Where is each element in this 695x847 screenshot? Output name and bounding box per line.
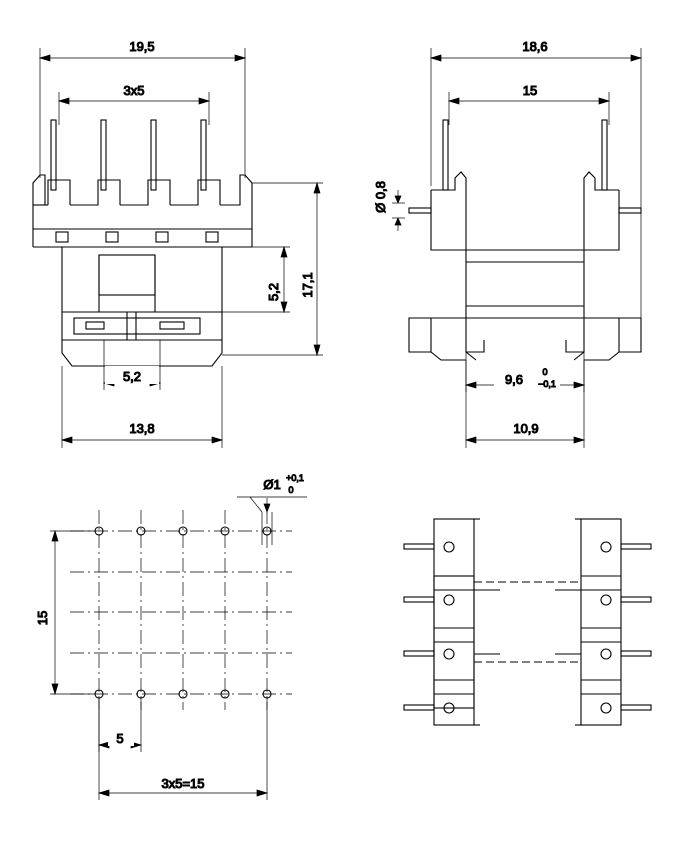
dim-pin-diameter bbox=[392, 190, 405, 231]
dim-hole-tol-lower: 0 bbox=[288, 485, 294, 495]
front-view-top-flange bbox=[33, 175, 252, 247]
front-view bbox=[33, 36, 323, 448]
dim-overall-width-label: 19,5 bbox=[129, 39, 155, 54]
top-view bbox=[404, 519, 651, 725]
dim-hole-tol-upper: +0,1 bbox=[286, 473, 304, 483]
dim-base-depth-label: 10,9 bbox=[513, 421, 539, 436]
dim-pin-pitch-label: 3x5 bbox=[123, 83, 145, 98]
top-view-left-flange bbox=[404, 519, 480, 725]
dim-core-window-tol-upper: 0 bbox=[542, 367, 548, 377]
front-view-pins bbox=[51, 120, 206, 190]
pcb-centerlines-vertical bbox=[99, 510, 267, 710]
top-view-right-flange bbox=[575, 519, 651, 725]
dim-base-width-label: 13,8 bbox=[129, 421, 155, 436]
pcb-centerlines-horizontal bbox=[70, 531, 292, 694]
dim-row-spacing bbox=[50, 531, 95, 694]
dim-hole-diameter bbox=[237, 497, 307, 545]
side-view bbox=[373, 36, 641, 448]
dim-pin-diameter-label: Ø 0,8 bbox=[373, 181, 388, 213]
dim-foot-width-label: 5,2 bbox=[122, 369, 142, 384]
dim-flange-height bbox=[222, 247, 290, 312]
dim-overall-height bbox=[222, 183, 323, 355]
top-view-core-body bbox=[474, 582, 581, 662]
side-view-left-flange bbox=[431, 172, 584, 360]
pcb-layout-view bbox=[35, 473, 307, 800]
side-view-pins bbox=[409, 120, 641, 213]
dim-core-window-tol-lower: −0,1 bbox=[538, 379, 556, 389]
top-view-pin-traces bbox=[474, 590, 581, 654]
dim-flange-height-label: 5,2 bbox=[266, 282, 281, 302]
dim-winding-width-label: 15 bbox=[522, 83, 538, 98]
dim-core-window-label: 9,6 bbox=[504, 372, 524, 387]
dim-overall-depth-label: 18,6 bbox=[522, 39, 548, 54]
dim-total-pitch-label: 3x5=15 bbox=[161, 776, 205, 791]
dim-overall-height-label: 17,1 bbox=[300, 272, 315, 298]
side-view-right-flange bbox=[409, 172, 641, 360]
dim-hole-pitch-label: 5 bbox=[116, 731, 124, 746]
dim-row-spacing-label: 15 bbox=[35, 610, 50, 626]
dim-hole-diameter-label: Ø1 bbox=[263, 477, 281, 492]
front-view-body bbox=[62, 247, 222, 366]
dim-overall-width bbox=[40, 48, 245, 178]
